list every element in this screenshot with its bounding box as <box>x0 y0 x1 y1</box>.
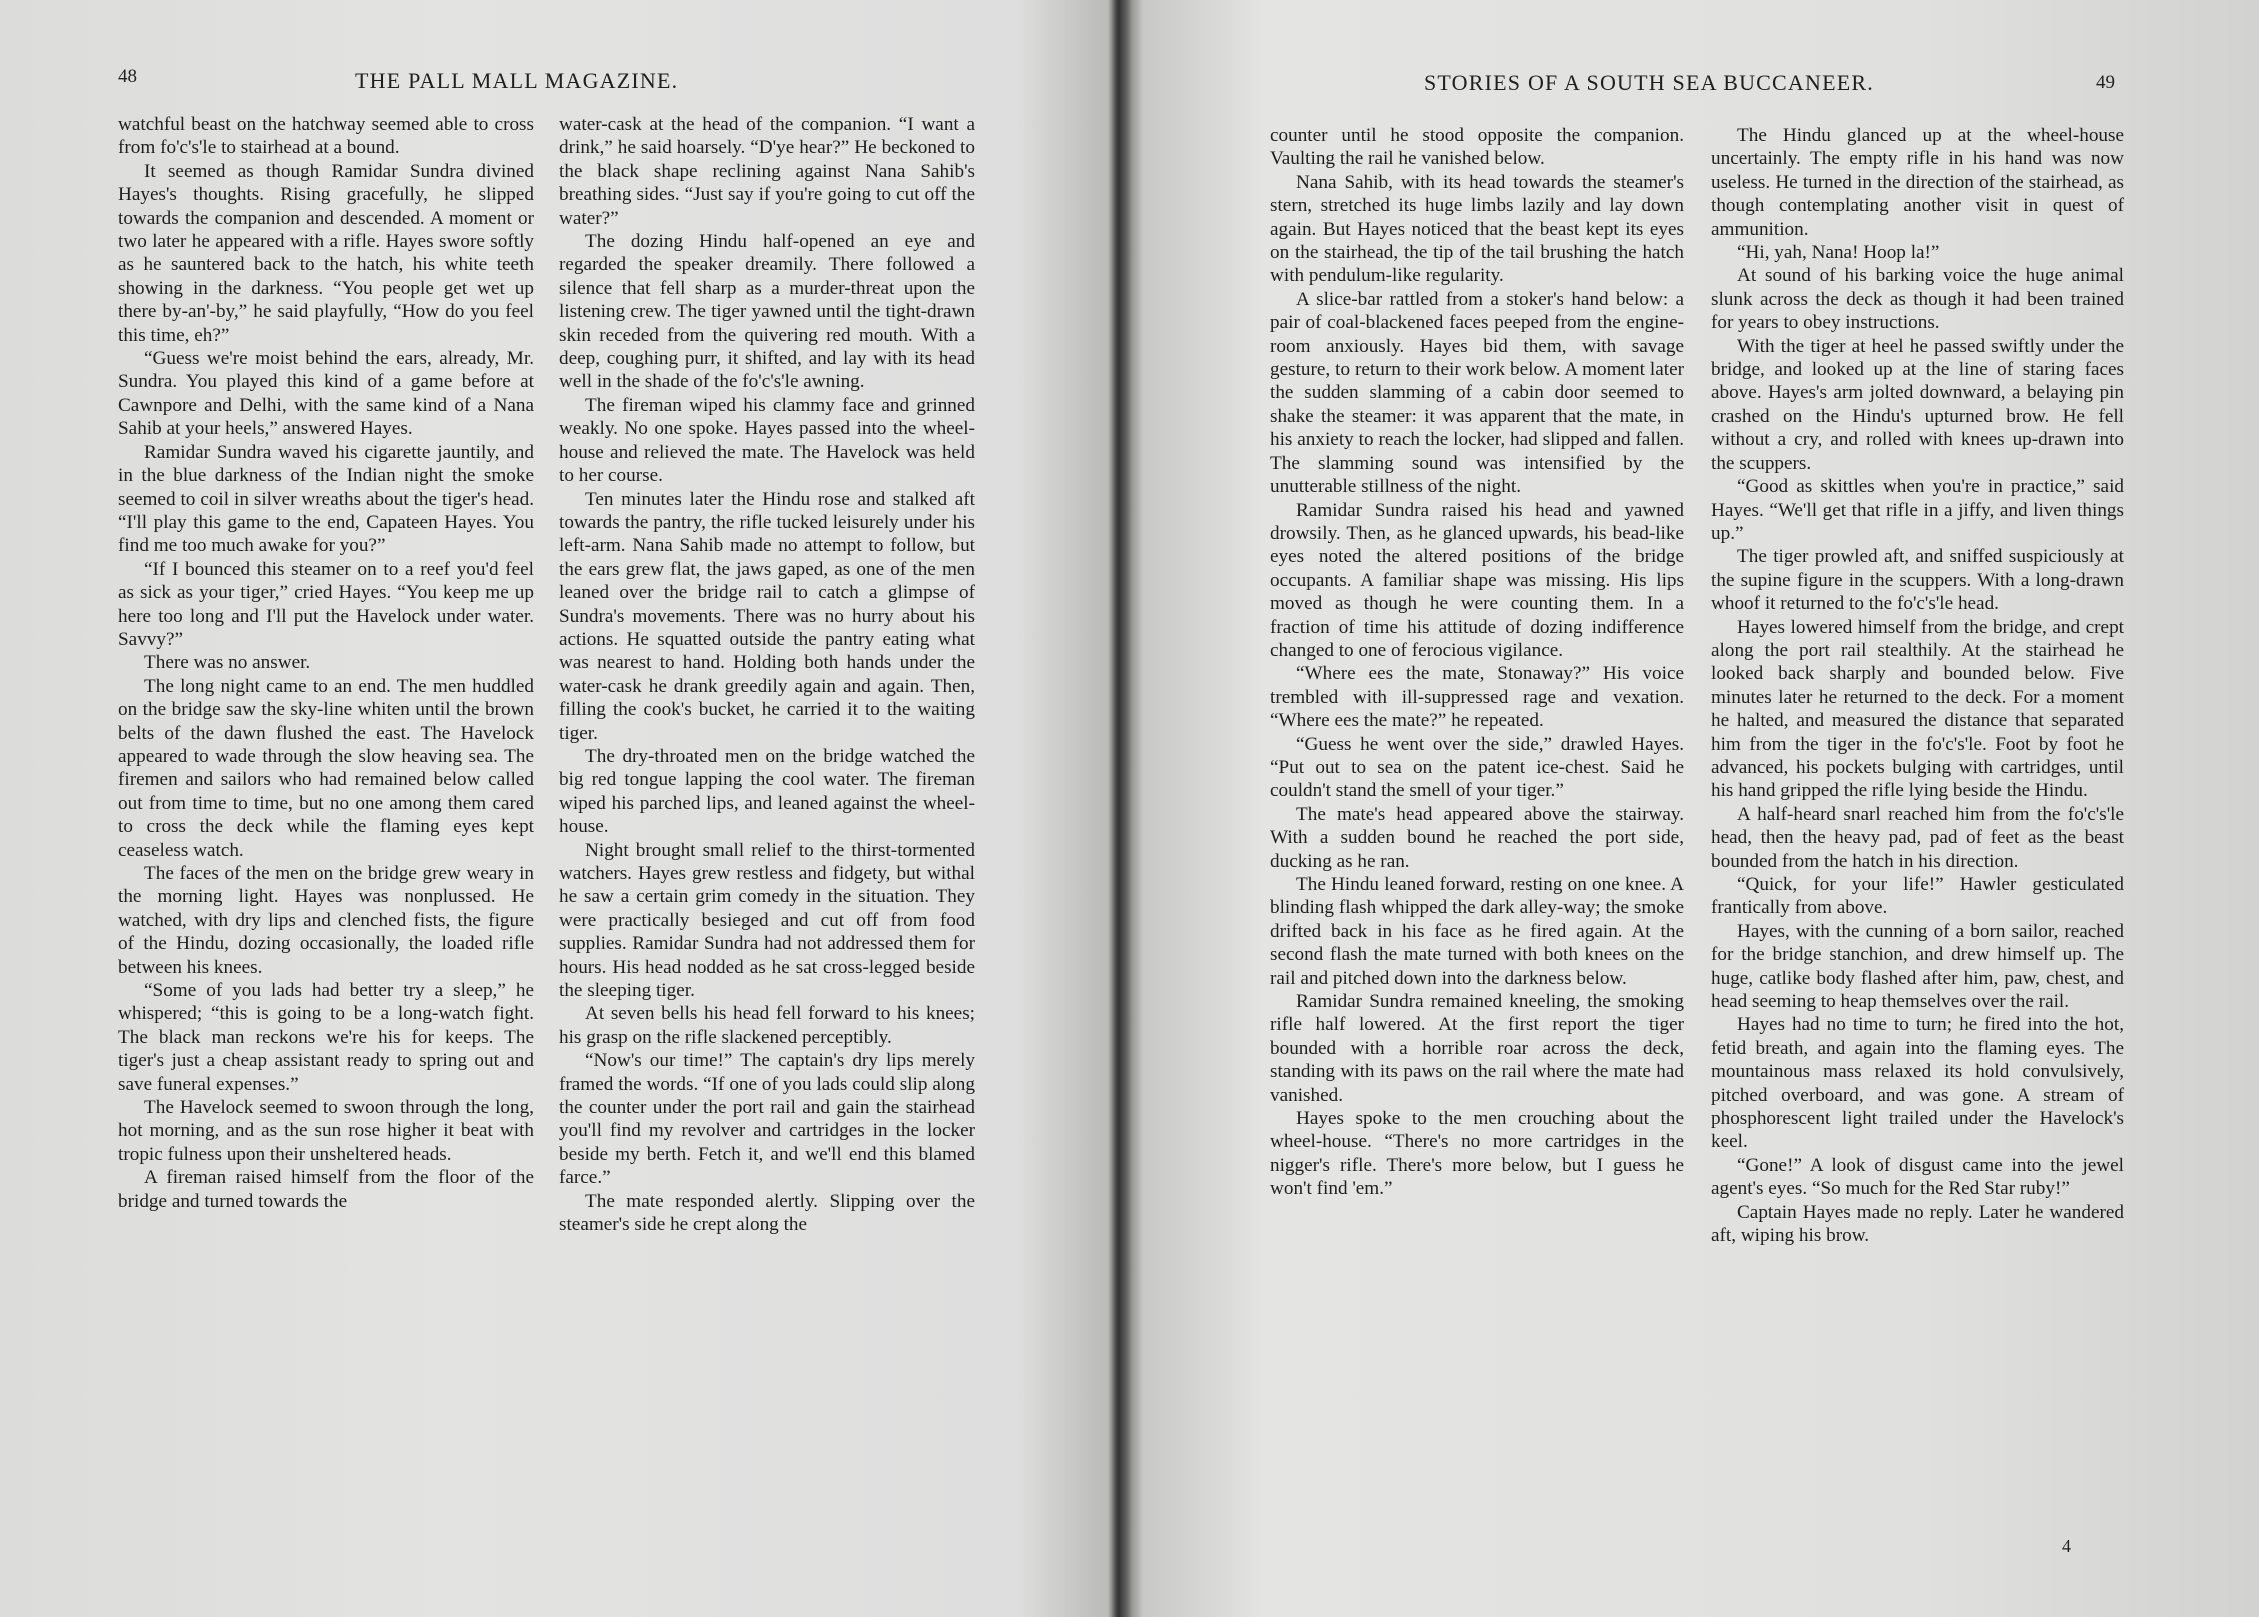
paragraph: The dry-throated men on the bridge watched the big red tongue lapping the cool water. The fireman wiped his parched lips, and leaned against the wheel-house. <box>559 745 975 838</box>
paragraph: “Some of you lads had better try a sleep,” he whispered; “this is going to be a long-watch fight. The black man reckons we're his for keeps. The tiger's just a cheap assistant ready to spring out and save funeral expenses.” <box>118 980 534 1095</box>
paragraph: The Hindu leaned forward, resting on one knee. A blinding flash whipped the dark alley-way; the smoke drifted back in his face as he fired again. At the second flash the mate turned with both knees on the rail and pitched down into the darkness below. <box>1270 874 1684 989</box>
paragraph: The Hindu glanced up at the wheel-house uncertainly. The empty rifle in his hand was now useless. He turned in the direction of the stairhead, as though contemplating another visit in quest of ammunition. <box>1711 125 2124 240</box>
paragraph: “Hi, yah, Nana! Hoop la!” <box>1737 242 1940 264</box>
paragraph: watchful beast on the hatchway seemed able to cross from fo'c's'le to stairhead at a bound. <box>118 114 534 159</box>
paragraph: The mate responded alertly. Slipping over the steamer's side he crept along the <box>559 1190 975 1236</box>
paragraph: Captain Hayes made no reply. Later he wandered aft, wiping his brow. <box>1711 1201 2124 1247</box>
paragraph: Hayes had no time to turn; he fired into the hot, fetid breath, and again into the flaming eyes. The mountainous mass relaxed its hold convulsively, pitched overboard, and was gone. A stream of phosphorescent light trailed under the Havelock's keel. <box>1711 1014 2124 1153</box>
paragraph: The faces of the men on the bridge grew weary in the morning light. Hayes was nonplussed. He watched, with dry lips and clenched fists, the figure of the Hindu, dozing occasionally, the loaded rifle between his knees. <box>118 863 534 978</box>
paragraph: A fireman raised himself from the floor of the bridge and turned towards the <box>118 1167 534 1212</box>
paragraph: The dozing Hindu half-opened an eye and regarded the speaker dreamily. There followed a silence that fell sharp as a murder-threat upon the listening crew. The tiger yawned until the tight-drawn skin receded from the quivering red mouth. With a deep, coughing purr, it shifted, and lay with its head well in the shade of the fo'c's'le awning. <box>559 231 975 393</box>
paragraph: “Now's our time!” The captain's dry lips merely framed the words. “If one of you lads could slip along the counter under the port rail and gain the stairhead you'll find my revolver and cartridges in the locker beside my berth. Fetch it, and we'll end this blamed farce.” <box>559 1050 975 1189</box>
paragraph: The tiger prowled aft, and sniffed suspiciously at the supine figure in the scuppers. With a long-drawn whoof it returned to the fo'c's'le head. <box>1711 546 2124 615</box>
right-page-column-1 <box>1270 124 1684 1201</box>
paragraph: “Guess we're moist behind the ears, already, Mr. Sundra. You played this kind of a game before at Cawnpore and Delhi, with the same kind of a Nana Sahib at your heels,” answered Hayes. <box>118 348 534 440</box>
paragraph: The fireman wiped his clammy face and grinned weakly. No one spoke. Hayes passed into the wheel-house and relieved the mate. The Havelock was held to her course. <box>559 394 975 487</box>
paragraph: counter until he stood opposite the companion. Vaulting the rail he vanished below. <box>1270 125 1684 170</box>
paragraph: At seven bells his head fell forward to his knees; his grasp on the rifle slackened perceptibly. <box>559 1003 975 1048</box>
right-page-column-2 <box>1711 124 2124 1248</box>
paragraph: At sound of his barking voice the huge animal slunk across the deck as though it had been trained for years to obey instructions. <box>1711 265 2124 334</box>
paragraph: Hayes, with the cunning of a born sailor, reached for the bridge stanchion, and drew himself up. The huge, catlike body flashed after him, paw, chest, and head seeming to heap themselves over the rail. <box>1711 920 2124 1013</box>
paragraph: Ten minutes later the Hindu rose and stalked aft towards the pantry, the rifle tucked leisurely under his left-arm. Nana Sahib made no attempt to follow, but the ears grew flat, the jaws gaped, as one of the men leaned over the bridge rail to catch a glimpse of Sundra's movements. There was no hurry about his actions. He squatted outside the pantry eating what was nearest to hand. Holding both hands under the water-cask he drank greedily again and again. Then, filling the cook's bucket, he carried it to the waiting tiger. <box>559 488 975 744</box>
signature-mark: 4 <box>2062 1536 2071 1556</box>
paragraph: “If I bounced this steamer on to a reef you'd feel as sick as your tiger,” cried Hayes. “You keep me up here too long and I'll put the Havelock under water. Savvy?” <box>118 558 534 650</box>
paragraph: The Havelock seemed to swoon through the long, hot morning, and as the sun rose higher it beat with tropic fulness upon their unsheltered heads. <box>118 1097 534 1165</box>
paragraph: Ramidar Sundra waved his cigarette jauntily, and in the blue darkness of the Indian night the smoke seemed to coil in silver wreaths about the tiger's head. “I'll play this game to the end, Capateen Hayes. You find me too much awake for you?” <box>118 441 534 557</box>
paragraph: Hayes spoke to the men crouching about the wheel-house. “There's no more cartridges in the nigger's rifle. There's more below, but I guess he won't find 'em.” <box>1270 1108 1684 1200</box>
right-page-number: 49 <box>2096 72 2115 93</box>
book-gutter <box>1108 0 1132 1617</box>
paragraph: A slice-bar rattled from a stoker's hand below: a pair of coal-blackened faces peeped from the engine-room anxiously. Hayes bid them, with savage gesture, to return to their work below. A moment later the sudden slamming of a cabin door seemed to shake the steamer: it was apparent that the mate, in his anxiety to reach the locker, had slipped and fallen. The slamming sound was intensified by the unutterable stillness of the night. <box>1270 288 1684 498</box>
paragraph: Night brought small relief to the thirst-tormented watchers. Hayes grew restless and fidgety, but withal he saw a certain grim comedy in the situation. They were practically besieged and cut off from food supplies. Ramidar Sundra had not addressed them for hours. His head nodded as he sat cross-legged beside the sleeping tiger. <box>559 839 975 1002</box>
paragraph: The long night came to an end. The men huddled on the bridge saw the sky-line whiten until the brown belts of the dawn flushed the east. The Havelock appeared to wade through the slow heaving sea. The firemen and sailors who had remained below called out from time to time, but no one among them cared to cross the deck while the flaming eyes kept ceaseless watch. <box>118 675 534 861</box>
paragraph: The mate's head appeared above the stairway. With a sudden bound he reached the port side, ducking as he ran. <box>1270 803 1684 872</box>
left-page-column-2 <box>559 113 975 1237</box>
paragraph: With the tiger at heel he passed swiftly under the bridge, and looked up at the line of staring faces above. Hayes's arm jolted downward, a belaying pin crashed on the Hindu's upturned brow. He fell without a cry, and rolled with knees up-drawn into the scuppers. <box>1711 335 2124 474</box>
left-page-number: 48 <box>118 66 137 87</box>
paragraph: Ramidar Sundra raised his head and yawned drowsily. Then, as he glanced upwards, his bead-like eyes noted the altered positions of the bridge occupants. A familiar shape was missing. His lips moved as though he were counting them. In a fraction of time his attitude of dozing indifference changed to one of ferocious vigilance. <box>1270 499 1684 661</box>
paragraph: “Where ees the mate, Stonaway?” His voice trembled with ill-suppressed rage and vexation. “Where ees the mate?” he repeated. <box>1270 663 1684 732</box>
left-running-head: THE PALL MALL MAGAZINE. <box>355 68 679 93</box>
right-running-head: STORIES OF A SOUTH SEA BUCCANEER. <box>1424 70 1874 95</box>
paragraph: Ramidar Sundra remained kneeling, the smoking rifle half lowered. At the first report the tiger bounded with a horrible roar across the deck, standing with its paws on the rail where the mate had vanished. <box>1270 991 1684 1106</box>
left-page-column-1 <box>118 113 534 1213</box>
paragraph: It seemed as though Ramidar Sundra divined Hayes's thoughts. Rising gracefully, he slipped towards the companion and descended. A moment or two later he appeared with a rifle. Hayes swore softly as he sauntered back to the hatch, his white teeth showing in the darkness. “You people get wet up there by-an'-by,” he said playfully, “How do you feel this time, eh?” <box>118 160 534 346</box>
paragraph: “Quick, for your life!” Hawler gesticulated frantically from above. <box>1711 874 2124 919</box>
paragraph: “Gone!” A look of disgust came into the jewel agent's eyes. “So much for the Red Star ruby!” <box>1711 1154 2124 1200</box>
paragraph: A half-heard snarl reached him from the fo'c's'le head, then the heavy pad, pad of feet as the beast bounded from the hatch in his direction. <box>1711 803 2124 872</box>
paragraph: “Guess he went over the side,” drawled Hayes. “Put out to sea on the patent ice-chest. Said he couldn't stand the smell of your tiger.” <box>1270 733 1684 802</box>
paragraph: “Good as skittles when you're in practice,” said Hayes. “We'll get that rifle in a jiffy, and liven things up.” <box>1711 476 2124 544</box>
paragraph: There was no answer. <box>144 652 311 674</box>
paragraph: water-cask at the head of the companion. “I want a drink,” he said hoarsely. “D'ye hear?” He beckoned to the black shape reclining against Nana Sahib's breathing sides. “Just say if you're going to cut off the water?” <box>559 114 975 229</box>
paragraph: Nana Sahib, with its head towards the steamer's stern, stretched its huge limbs lazily and lay down again. But Hayes noticed that the beast kept its eyes on the stairhead, the tip of the tail brushing the hatch with pendulum-like regularity. <box>1270 171 1684 287</box>
paragraph: Hayes lowered himself from the bridge, and crept along the port rail stealthily. At the stairhead he looked back sharply and bounded below. Five minutes later he returned to the deck. For a moment he halted, and measured the distance that separated him from the tiger in the fo'c's'le. Foot by foot he advanced, his pockets bulging with cartridges, until his hand gripped the rifle lying beside the Hindu. <box>1711 616 2124 802</box>
